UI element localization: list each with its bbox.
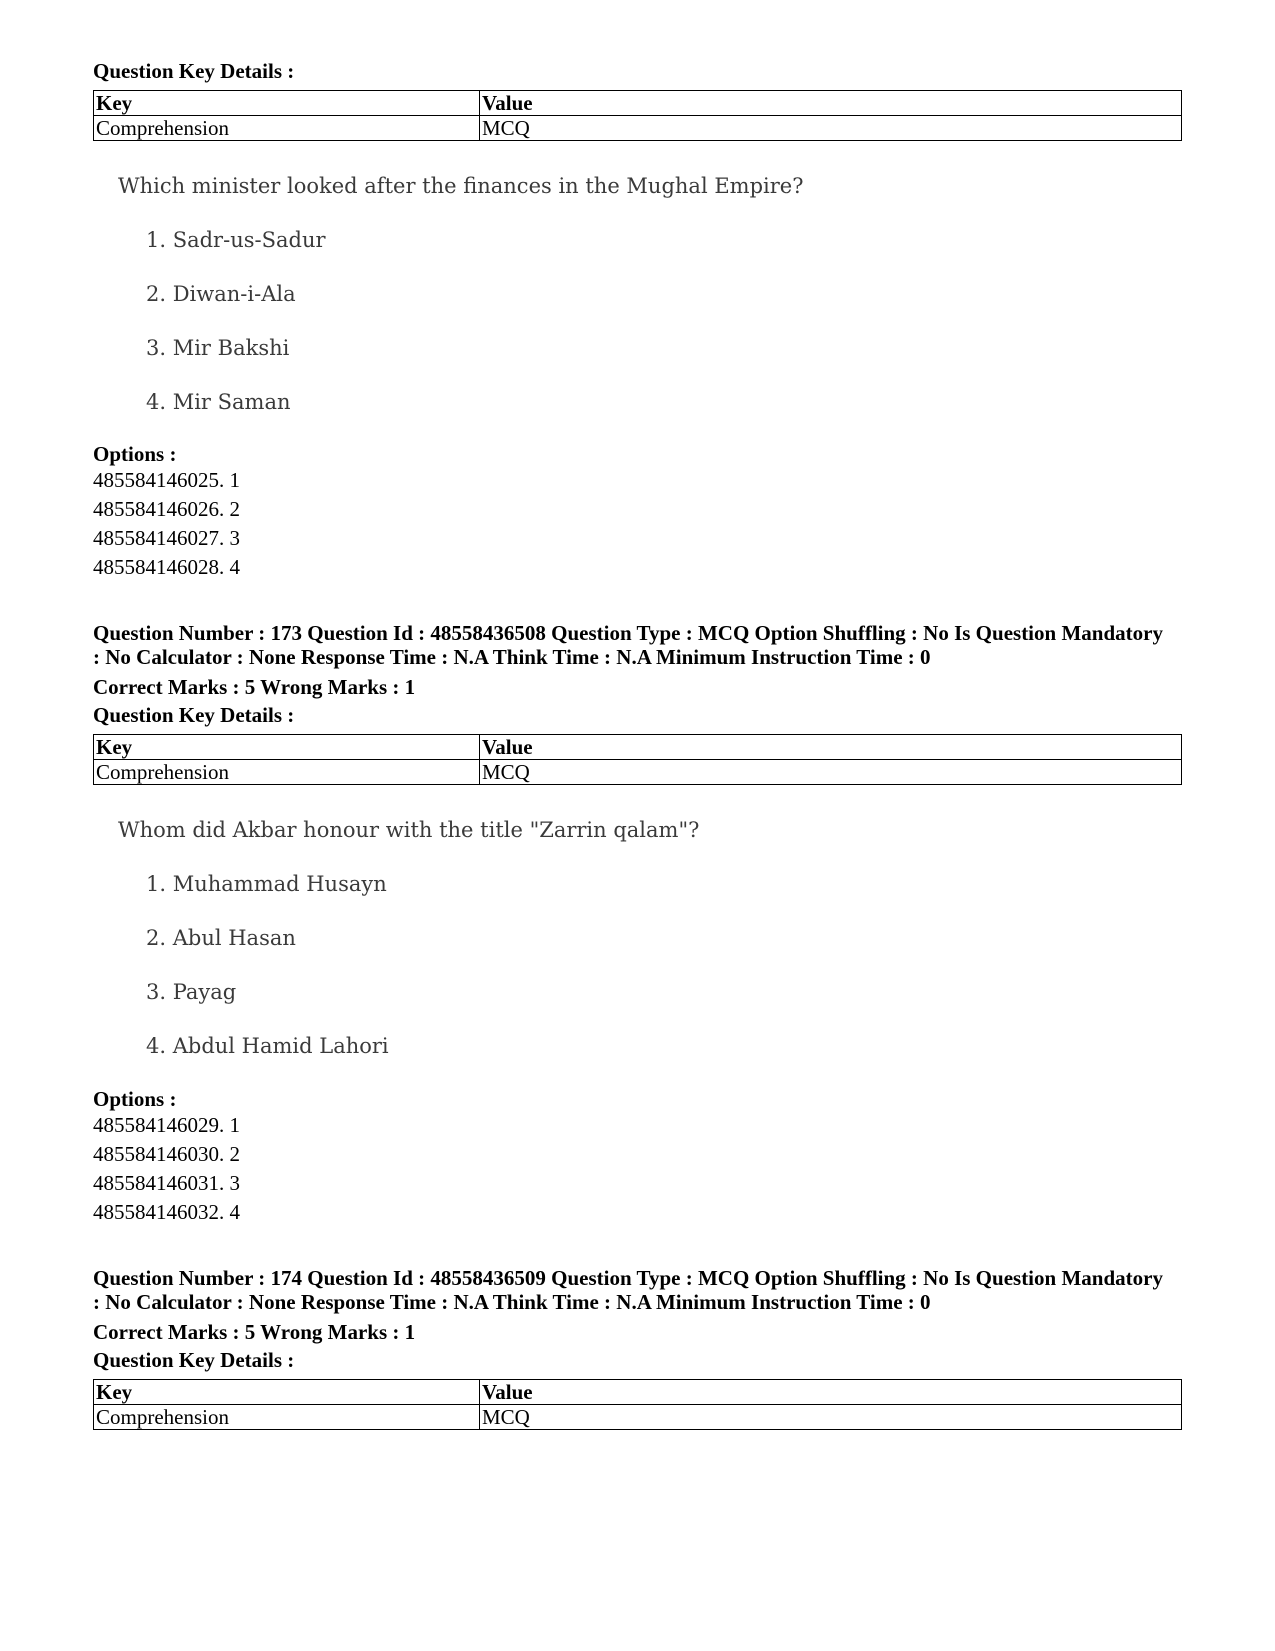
options-label: Options :: [93, 1087, 177, 1111]
options-label: Options :: [93, 442, 177, 466]
option-id: 485584146027. 3: [93, 526, 240, 550]
table-row: [94, 1405, 1182, 1430]
question-choice: 2. Abul Hasan: [146, 926, 296, 950]
question-choice: 4. Mir Saman: [146, 390, 291, 414]
question-header-line: : No Calculator : None Response Time : N.A Think Time : N.A Minimum Instruction Time : 0: [93, 1290, 931, 1314]
marks-line: Correct Marks : 5 Wrong Marks : 1: [93, 1320, 416, 1344]
question-key-details-label: Question Key Details :: [93, 1348, 295, 1372]
option-id: 485584146029. 1: [93, 1113, 240, 1137]
question-choice: 3. Payag: [146, 980, 237, 1004]
table-header-row: [94, 1380, 1182, 1405]
key-header-cell: Key: [94, 91, 480, 116]
table-header-row: [94, 735, 1182, 760]
key-cell: Comprehension: [94, 1405, 480, 1430]
question-text: Whom did Akbar honour with the title "Zarrin qalam"?: [118, 818, 700, 842]
value-cell: MCQ: [480, 116, 1182, 141]
option-id: 485584146025. 1: [93, 468, 240, 492]
table-row: [94, 116, 1182, 141]
key-cell: Comprehension: [94, 116, 480, 141]
value-cell: MCQ: [480, 760, 1182, 785]
key-header-cell: Key: [94, 735, 480, 760]
question-key-details-label: Question Key Details :: [93, 59, 295, 83]
question-choice: 3. Mir Bakshi: [146, 336, 290, 360]
marks-line: Correct Marks : 5 Wrong Marks : 1: [93, 675, 416, 699]
question-choice: 2. Diwan-i-Ala: [146, 282, 296, 306]
question-key-details-label: Question Key Details :: [93, 703, 295, 727]
question-key-table: [93, 734, 1182, 785]
question-text: Which minister looked after the finances in the Mughal Empire?: [118, 174, 804, 198]
question-key-table: [93, 90, 1182, 141]
option-id: 485584146032. 4: [93, 1200, 240, 1224]
question-header-line: Question Number : 173 Question Id : 48558436508 Question Type : MCQ Option Shuffling : No Is Question Mandatory: [93, 621, 1163, 645]
option-id: 485584146031. 3: [93, 1171, 240, 1195]
table-row: [94, 760, 1182, 785]
value-header-cell: Value: [480, 735, 1182, 760]
key-header-cell: Key: [94, 1380, 480, 1405]
question-choice: 1. Muhammad Husayn: [146, 872, 387, 896]
question-key-table: [93, 1379, 1182, 1430]
question-choice: 4. Abdul Hamid Lahori: [146, 1034, 389, 1058]
question-header-line: : No Calculator : None Response Time : N.A Think Time : N.A Minimum Instruction Time : 0: [93, 645, 931, 669]
value-header-cell: Value: [480, 1380, 1182, 1405]
option-id: 485584146028. 4: [93, 555, 240, 579]
question-choice: 1. Sadr-us-Sadur: [146, 228, 326, 252]
option-id: 485584146026. 2: [93, 497, 240, 521]
table-header-row: [94, 91, 1182, 116]
value-cell: MCQ: [480, 1405, 1182, 1430]
key-cell: Comprehension: [94, 760, 480, 785]
value-header-cell: Value: [480, 91, 1182, 116]
question-header-line: Question Number : 174 Question Id : 48558436509 Question Type : MCQ Option Shuffling : No Is Question Mandatory: [93, 1266, 1163, 1290]
option-id: 485584146030. 2: [93, 1142, 240, 1166]
